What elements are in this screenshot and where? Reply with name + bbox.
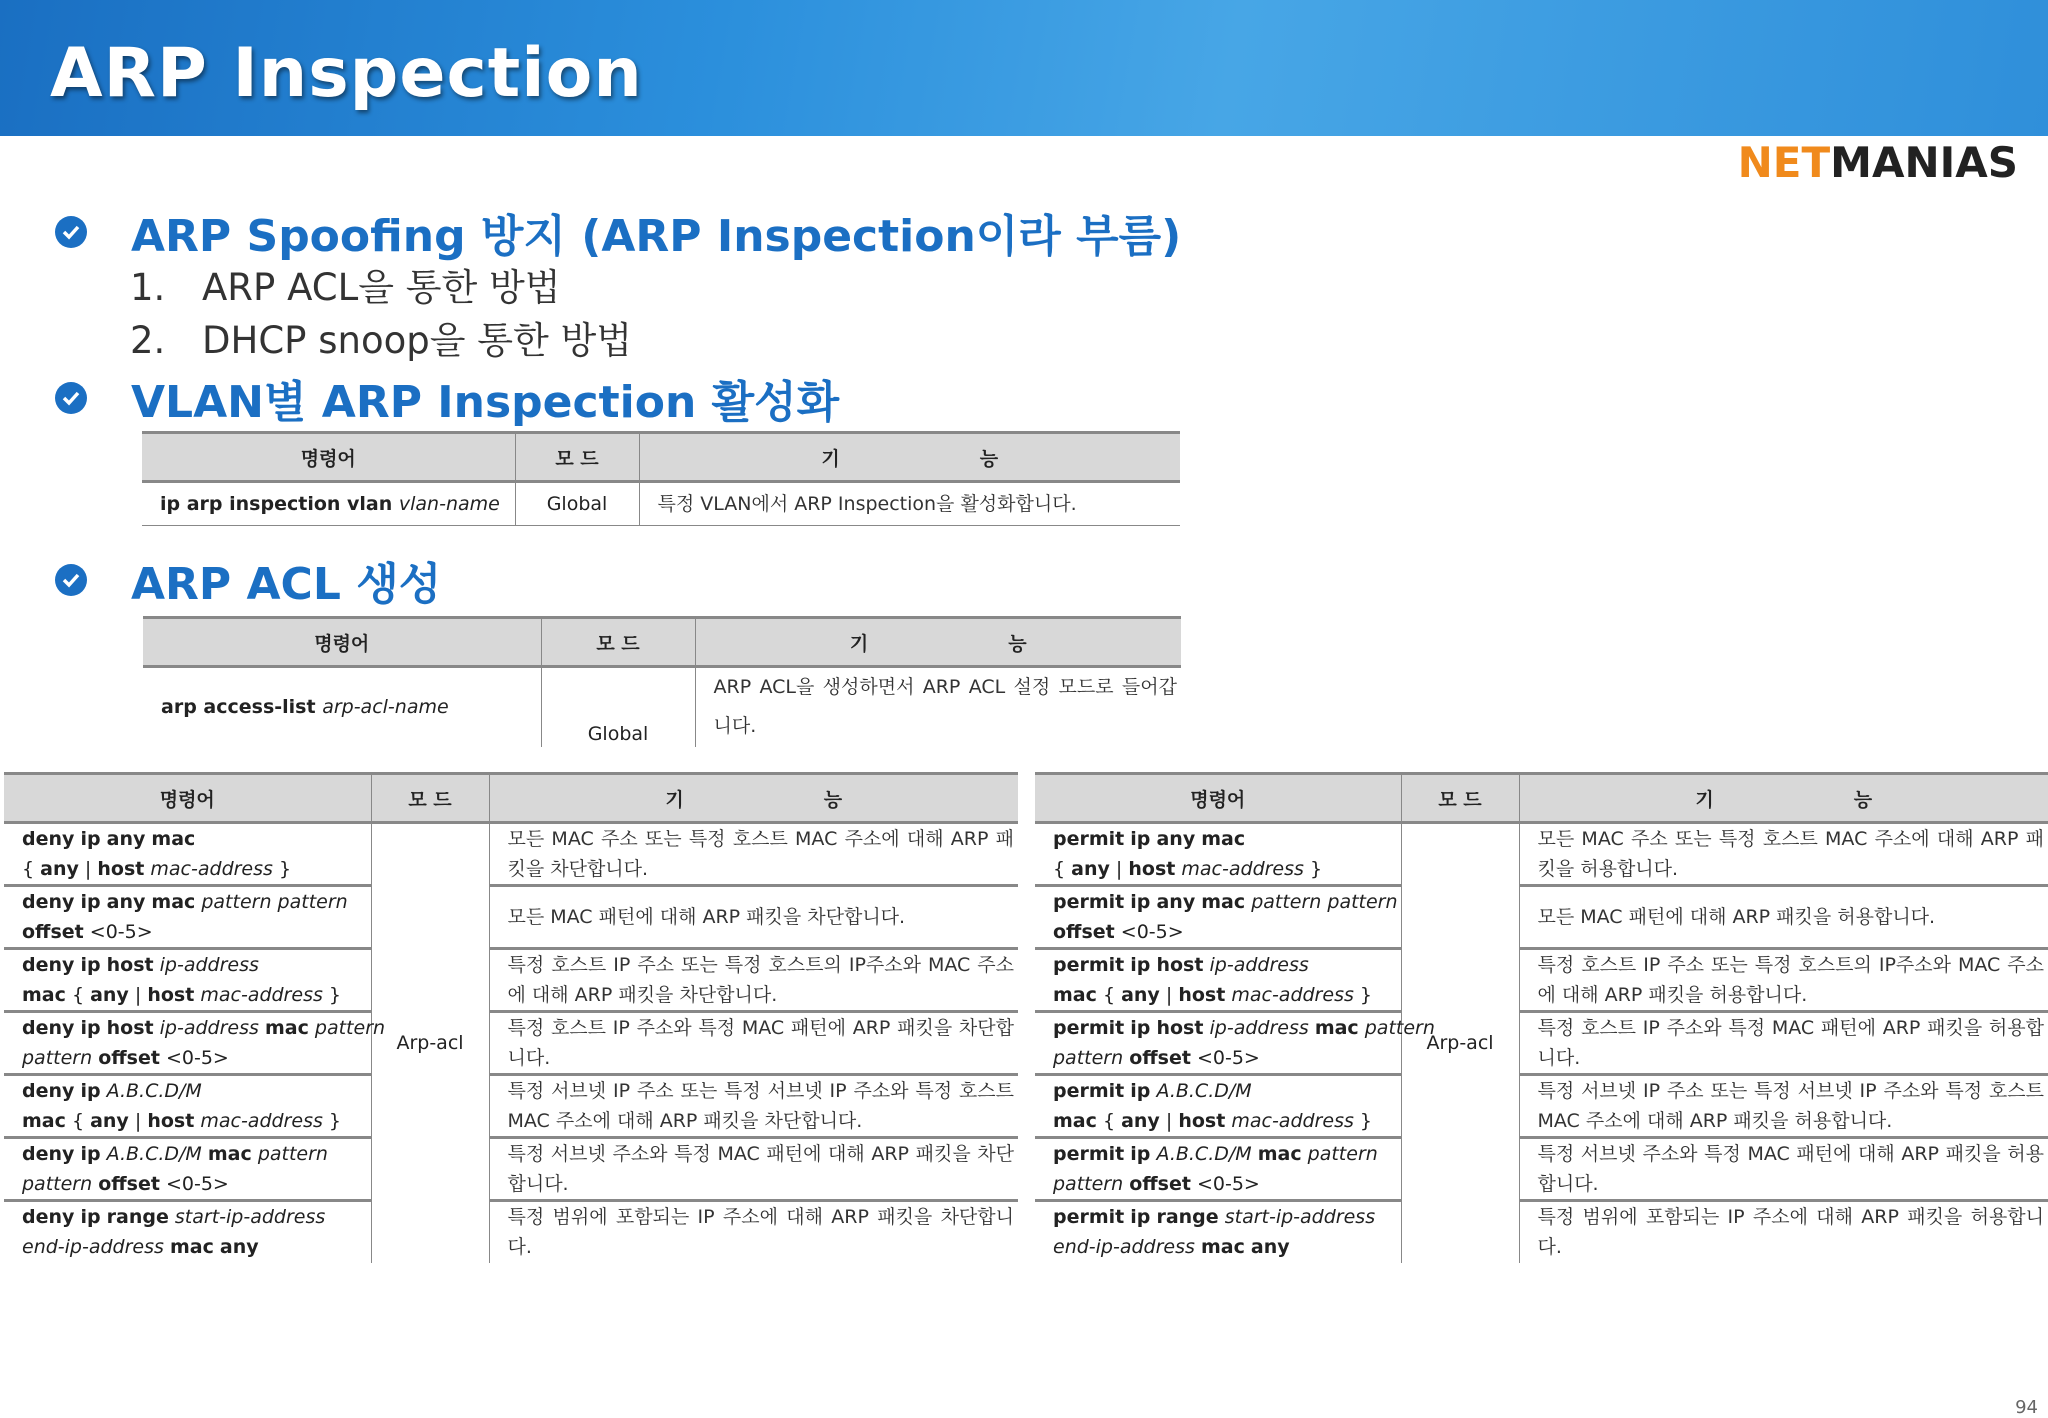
desc-cell: 모든 MAC 패턴에 대해 ARP 패킷을 차단합니다. [489, 886, 1018, 949]
cmd-cell [1035, 886, 1401, 949]
vlan-table [142, 431, 1180, 526]
cmd-cell [1035, 1201, 1401, 1263]
desc-cell: 특정 서브넷 주소와 특정 MAC 패턴에 대해 ARP 패킷을 허용합니다. [1519, 1138, 2048, 1201]
cmd-line-2: pattern offset <0-5> [1053, 1173, 1260, 1195]
cmd-line-2: mac { any | host mac-address } [1053, 984, 1373, 1006]
table-row [1035, 823, 2048, 886]
table-row [142, 482, 1180, 526]
cmd-cell [4, 1138, 371, 1201]
cmd-line-1: deny ip A.B.C.D/M mac pattern [22, 1143, 328, 1165]
cmd-line-1: deny ip host ip-address mac pattern [22, 1017, 386, 1039]
cmd-line-1: permit ip A.B.C.D/M [1053, 1080, 1252, 1102]
header-func: 기 능 [695, 618, 1181, 667]
cmd-line-1: deny ip any mac pattern pattern [22, 891, 348, 913]
desc-cell: 모든 MAC 주소 또는 특정 호스트 MAC 주소에 대해 ARP 패킷을 차단합니다. [489, 823, 1018, 886]
cmd-line-1: deny ip any mac [22, 828, 196, 850]
header-func: 기 능 [489, 774, 1018, 823]
cmd-line-2: pattern offset <0-5> [22, 1173, 229, 1195]
subitem-text: ARP ACL을 통한 방법 [202, 266, 561, 309]
header-mode: 모 드 [515, 433, 639, 482]
cmd-line-2: mac { any | host mac-address } [22, 1110, 342, 1132]
header-cmd: 명령어 [4, 774, 371, 823]
table-header-row [142, 433, 1180, 482]
check-circle-icon [55, 382, 87, 414]
cmd-line-2: end-ip-address mac any [1053, 1236, 1290, 1259]
header-cmd: 명령어 [142, 433, 515, 482]
header-cmd: 명령어 [143, 618, 541, 667]
bullet-acl [55, 548, 441, 612]
slide-title: ARP Inspection [50, 34, 643, 113]
cmd-line-2: offset <0-5> [1053, 921, 1184, 943]
mode-cell: Arp-acl [1401, 823, 1519, 1263]
deny-table [4, 772, 1018, 1263]
subitem-text: DHCP snoop을 통한 방법 [202, 319, 632, 362]
cmd-cell [4, 886, 371, 949]
cmd-line-2: pattern offset <0-5> [1053, 1047, 1260, 1069]
header-func: 기 능 [639, 433, 1180, 482]
cmd-cell: arp access-list arp-acl-name [143, 667, 541, 747]
logo-manias: MANIAS [1830, 138, 2018, 187]
cmd-line-1: permit ip any mac pattern pattern [1053, 891, 1398, 913]
desc-cell: 특정 호스트 IP 주소와 특정 MAC 패턴에 ARP 패킷을 허용합니다. [1519, 1012, 2048, 1075]
bullet-heading: ARP ACL 생성 [131, 559, 442, 610]
table-row [4, 823, 1018, 886]
table-row [143, 667, 1181, 747]
cmd-cell [4, 949, 371, 1012]
table-header-row [1035, 774, 2048, 823]
desc-cell: 특정 호스트 IP 주소 또는 특정 호스트의 IP주소와 MAC 주소에 대해 ARP 패킷을 허용합니다. [1519, 949, 2048, 1012]
desc-cell: 특정 서브넷 IP 주소 또는 특정 서브넷 IP 주소와 특정 호스트 MAC 주소에 대해 ARP 패킷을 허용합니다. [1519, 1075, 2048, 1138]
cmd-line-1: permit ip any mac [1053, 828, 1246, 850]
table-row [4, 1201, 1018, 1263]
table-row [1035, 1075, 2048, 1138]
cmd-cell [1035, 1138, 1401, 1201]
desc-cell: 특정 범위에 포함되는 IP 주소에 대해 ARP 패킷을 차단합니다. [489, 1201, 1018, 1263]
desc-cell: ARP ACL을 생성하면서 ARP ACL 설정 모드로 들어갑니다. [695, 667, 1181, 747]
desc-cell: 특정 호스트 IP 주소와 특정 MAC 패턴에 ARP 패킷을 차단합니다. [489, 1012, 1018, 1075]
desc-cell: 특정 서브넷 IP 주소 또는 특정 서브넷 IP 주소와 특정 호스트 MAC 주소에 대해 ARP 패킷을 차단합니다. [489, 1075, 1018, 1138]
cmd-cell [4, 1075, 371, 1138]
header-func: 기 능 [1519, 774, 2048, 823]
slide-header [0, 0, 2048, 136]
check-circle-icon [55, 216, 87, 248]
cmd-line-2: end-ip-address mac any [22, 1236, 259, 1259]
cmd-cell [1035, 1012, 1435, 1075]
cmd-line-2: mac { any | host mac-address } [1053, 1110, 1373, 1132]
mode-cell: Global [515, 482, 639, 526]
desc-cell: 모든 MAC 패턴에 대해 ARP 패킷을 허용합니다. [1519, 886, 2048, 949]
bullet-heading: VLAN별 ARP Inspection 활성화 [131, 377, 840, 428]
cmd-cell [4, 1201, 371, 1263]
netmanias-logo [1738, 138, 2018, 187]
table-row [1035, 886, 2048, 949]
subitem-number: 2. [130, 319, 166, 362]
acl-table [143, 616, 1181, 747]
cmd-cell [1035, 949, 1401, 1012]
desc-cell: 모든 MAC 주소 또는 특정 호스트 MAC 주소에 대해 ARP 패킷을 허용합니다. [1519, 823, 2048, 886]
mode-cell: Arp-acl [371, 823, 489, 1263]
table-row [4, 1075, 1018, 1138]
header-mode: 모 드 [371, 774, 489, 823]
bullet-heading: ARP Spoofing 방지 (ARP Inspection이라 부름) [131, 211, 1182, 262]
header-cmd: 명령어 [1035, 774, 1401, 823]
subitem-1 [130, 257, 560, 311]
bullet-vlan [55, 366, 839, 430]
cmd-line-1: permit ip range start-ip-address [1053, 1206, 1376, 1229]
table-row [1035, 1012, 2048, 1075]
cmd-cell [4, 823, 371, 886]
table-row [1035, 949, 2048, 1012]
bullet-arp-spoofing [55, 200, 1181, 264]
cmd-line-2: mac { any | host mac-address } [22, 984, 342, 1006]
cmd-line-1: deny ip host ip-address [22, 954, 259, 976]
page-number: 94 [2015, 1397, 2038, 1418]
cmd-line-1: deny ip A.B.C.D/M [22, 1080, 202, 1102]
cmd-cell [1035, 1075, 1401, 1138]
logo-net: NET [1737, 138, 1831, 187]
cmd-line-2: { any | host mac-address } [22, 858, 292, 880]
cmd-line-1: permit ip host ip-address [1053, 954, 1309, 976]
subitem-2 [130, 310, 632, 364]
cmd-cell: ip arp inspection vlan vlan-name [142, 482, 515, 526]
table-row [4, 1012, 1018, 1075]
subitem-number: 1. [130, 266, 166, 309]
table-header-row [143, 618, 1181, 667]
cmd-line-2: { any | host mac-address } [1053, 858, 1323, 880]
mode-cell: Global [541, 667, 695, 747]
desc-cell: 특정 VLAN에서 ARP Inspection을 활성화합니다. [639, 482, 1180, 526]
cmd-line-2: pattern offset <0-5> [22, 1047, 229, 1069]
permit-table [1035, 772, 2048, 1263]
cmd-cell [4, 1012, 386, 1075]
header-mode: 모 드 [1401, 774, 1519, 823]
cmd-line-2: offset <0-5> [22, 921, 153, 943]
cmd-line-1: permit ip A.B.C.D/M mac pattern [1053, 1143, 1378, 1165]
table-row [4, 886, 1018, 949]
desc-cell: 특정 호스트 IP 주소 또는 특정 호스트의 IP주소와 MAC 주소에 대해 ARP 패킷을 차단합니다. [489, 949, 1018, 1012]
check-circle-icon [55, 564, 87, 596]
desc-cell: 특정 서브넷 주소와 특정 MAC 패턴에 대해 ARP 패킷을 차단합니다. [489, 1138, 1018, 1201]
desc-cell: 특정 범위에 포함되는 IP 주소에 대해 ARP 패킷을 허용합니다. [1519, 1201, 2048, 1263]
cmd-line-1: deny ip range start-ip-address [22, 1206, 326, 1229]
table-row [1035, 1201, 2048, 1263]
cmd-line-1: permit ip host ip-address mac pattern [1053, 1017, 1435, 1039]
table-row [4, 1138, 1018, 1201]
header-mode: 모 드 [541, 618, 695, 667]
table-row [1035, 1138, 2048, 1201]
table-row [4, 949, 1018, 1012]
table-header-row [4, 774, 1018, 823]
cmd-cell [1035, 823, 1401, 886]
